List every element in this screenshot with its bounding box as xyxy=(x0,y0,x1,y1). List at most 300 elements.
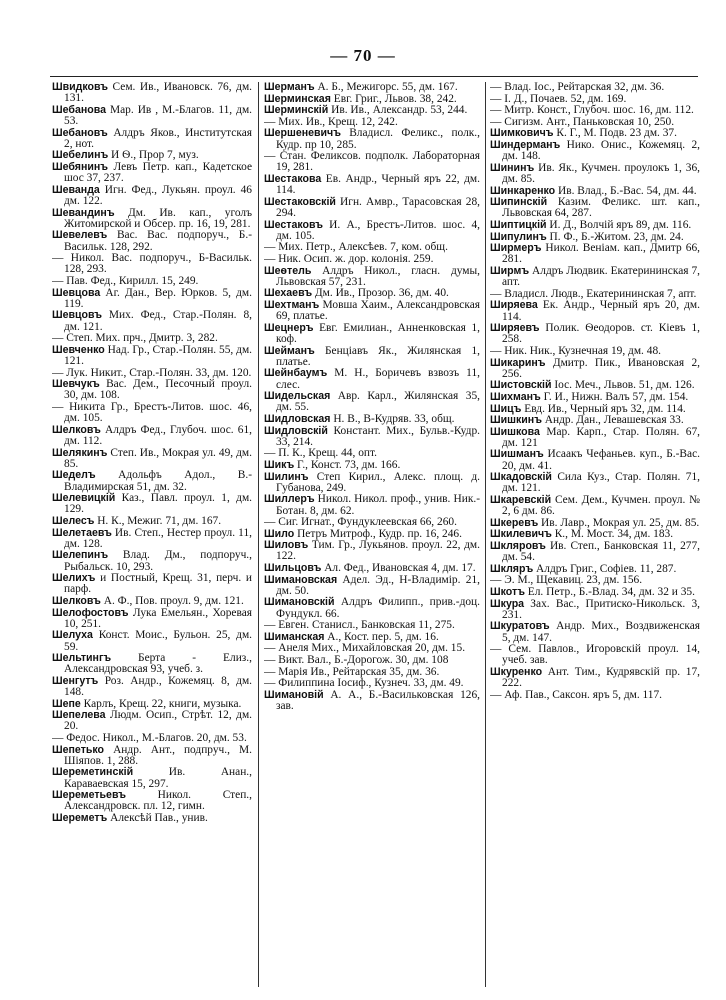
entry-details: — Филиппина Іосиф., Кузнеч. 33, дм. 49. xyxy=(264,677,464,690)
entry-details: — Аф. Пав., Саксон. яръ 5, дм. 117. xyxy=(490,688,663,701)
directory-entry xyxy=(264,414,480,425)
directory-entry xyxy=(52,733,252,744)
entry-details: Петръ Митроф., Кудр. пр. 16, 246. xyxy=(294,527,462,540)
directory-entry xyxy=(264,643,480,654)
directory-entry xyxy=(490,667,700,689)
entry-details: И Ѳ., Прор 7, муз. xyxy=(108,149,199,162)
directory-entry xyxy=(52,767,252,789)
entry-surname: Шининъ xyxy=(490,161,535,174)
directory-entry xyxy=(52,368,252,379)
entry-details: Андр. Мих., Воздвиженская 5, дм. 147. xyxy=(502,620,700,644)
directory-column-1 xyxy=(52,82,252,987)
entry-surname: Шереметинскій xyxy=(52,766,134,779)
entry-surname: Шепе xyxy=(52,697,81,710)
entry-details: — Степ. Мих. прч., Дмитр. 3, 282. xyxy=(52,332,218,345)
directory-entry xyxy=(490,82,700,93)
directory-entry xyxy=(490,186,700,197)
directory-entry xyxy=(52,310,252,332)
entry-details: Сем. Дем., Кучмен. проул. № 2, 6 дм. 86. xyxy=(502,494,700,518)
entry-details: — Сигизм. Ант., Паньковская 10, 250. xyxy=(490,115,675,128)
entry-details: Нико. Онис., Кожемяц. 2, дм. 148. xyxy=(502,138,700,163)
entry-details: Андр. Дан., Левашевская 33. xyxy=(541,414,684,427)
entry-details: Каз., Павл. проул. 1, дм. 129. xyxy=(64,492,252,516)
directory-entry xyxy=(490,346,700,357)
entry-details: Н. В., В-Кудряв. 33, общ. xyxy=(330,412,455,425)
entry-details: Мих. Фед., Стар.-Полян. 8, дм. 121. xyxy=(64,309,252,333)
directory-entry xyxy=(490,529,700,540)
entry-details: — Никол. Вас. подпоруч., Б-Васильк. 128, 293. xyxy=(52,252,252,276)
entry-surname: Шереметьевъ xyxy=(52,789,126,802)
entry-surname: Шерминскій xyxy=(264,104,329,117)
directory-entry xyxy=(264,517,480,528)
directory-entry xyxy=(490,690,700,701)
entry-details: М. Н., Боричевъ взвозъ 11, слес. xyxy=(276,367,480,391)
directory-entry xyxy=(490,266,700,288)
entry-details: и Постный, Крещ. 31, перч. и парф. xyxy=(64,572,252,596)
directory-entry xyxy=(264,391,480,413)
entry-surname: Шестаковскій xyxy=(264,195,336,208)
directory-entry xyxy=(264,151,480,173)
entry-details: Никол. Степ., Александровск. пл. 12, гимн. xyxy=(64,789,252,813)
entry-surname: Шкляровъ xyxy=(490,540,546,553)
directory-entry xyxy=(52,608,252,630)
entry-details: Конст. Моис., Бульон. 25, дм. 59. xyxy=(64,629,252,653)
entry-surname: Шейнбаумъ xyxy=(264,367,328,380)
directory-entry xyxy=(52,345,252,367)
entry-details: Ив. Ив., Александр. 53, 244. xyxy=(328,104,468,117)
directory-entry xyxy=(490,541,700,563)
entry-surname: Ширмъ xyxy=(490,264,530,277)
directory-entry xyxy=(490,197,700,219)
directory-entry xyxy=(490,587,700,598)
directory-entry xyxy=(264,620,480,631)
entry-details: Ел. Петр., Б.-Влад. 34, дм. 32 и 35. xyxy=(524,586,695,599)
entry-details: — Викт. Вал., Б.-Дорогож. 30, дм. 108 xyxy=(264,654,449,667)
entry-surname: Шицъ xyxy=(490,402,522,415)
entry-details: Дм. Ив. кап., уголъ Житомирской и Обсер. пр. 16, 19, 281. xyxy=(64,206,252,230)
entry-surname: Шерминская xyxy=(264,92,331,105)
directory-entry xyxy=(52,128,252,150)
entry-surname: Шипинскій xyxy=(490,196,548,209)
directory-entry xyxy=(490,575,700,586)
entry-surname: Шимановій xyxy=(264,688,324,701)
directory-entry xyxy=(264,597,480,619)
entry-surname: Шебанова xyxy=(52,103,106,116)
entry-surname: Шимановскій xyxy=(264,596,335,609)
entry-details: Авр. Карл., Жилянская 35, дм. 55. xyxy=(276,390,480,414)
entry-surname: Шелковъ xyxy=(52,594,101,607)
entry-surname: Шкеревъ xyxy=(490,516,539,529)
directory-entry xyxy=(52,653,252,675)
directory-entry xyxy=(264,667,480,678)
entry-details: А. Ф., Пов. проул. 9, дм. 121. xyxy=(100,594,244,607)
directory-entry xyxy=(52,676,252,698)
entry-surname: Шестаковъ xyxy=(264,218,323,231)
directory-entry xyxy=(264,448,480,459)
entry-details: Лука Емельян., Хоревая 10, 251. xyxy=(64,606,252,630)
directory-entry xyxy=(52,253,252,275)
entry-details: Владисл. Феликс., полк., Кудр. пр 10, 285. xyxy=(276,127,480,151)
directory-entry xyxy=(52,379,252,401)
entry-surname: Шишкова xyxy=(490,425,540,438)
directory-column-3 xyxy=(490,82,700,987)
entry-details: Бенціавъ Як., Жилянская 1, платье. xyxy=(276,344,480,368)
directory-entry xyxy=(52,162,252,184)
entry-details: Іос. Меч., Львов. 51, дм. 126. xyxy=(551,379,695,392)
directory-entry xyxy=(490,404,700,415)
entry-details: — Влад. Іос., Рейтарская 32, дм. 36. xyxy=(490,82,665,93)
entry-surname: Шимановская xyxy=(264,573,338,586)
entry-details: — Ник. Ник., Кузнечная 19, дм. 48. xyxy=(490,344,661,357)
entry-details: Никол. Веніам. кап., Дмитр 66, 281. xyxy=(502,242,700,266)
entry-details: Ек. Андр., Черный яръ 20, дм. 114. xyxy=(502,299,700,323)
entry-details: Андр. Ант., подпруч., М. Шіяпов. 1, 288. xyxy=(64,743,252,767)
directory-entry xyxy=(264,174,480,196)
entry-surname: Шебановъ xyxy=(52,126,108,139)
entry-details: — Мих. Петр., Алексѣев. 7, ком. общ. xyxy=(264,241,448,254)
directory-entry xyxy=(490,621,700,643)
entry-details: Вас. Дем., Песочный проул. 30, дм. 108. xyxy=(64,378,252,402)
entry-surname: Шелихъ xyxy=(52,572,96,585)
directory-entry xyxy=(264,82,480,93)
directory-entry xyxy=(264,368,480,390)
entry-details: Никол. Никол. проф., унив. Ник.-Ботан. 8, дм. 62. xyxy=(276,493,480,517)
entry-details: И. Д., Волчій яръ 89, дм. 116. xyxy=(546,218,692,231)
directory-entry xyxy=(264,266,480,288)
entry-surname: Шимковичъ xyxy=(490,127,554,140)
entry-details: Роз. Андр., Кожемяц. 8, дм. 148. xyxy=(64,674,252,699)
column-divider-1 xyxy=(258,82,259,987)
directory-entry xyxy=(52,790,252,812)
entry-details: — Никита Гр., Брестъ-Литов. шос. 46, дм. 105. xyxy=(52,400,252,425)
directory-entry xyxy=(52,745,252,767)
entry-details: Евг. Емилиан., Анненковская 1, коф. xyxy=(276,321,480,345)
entry-surname: Ширяевъ xyxy=(490,322,540,335)
entry-details: — Митр. Конст., Глубоч. шос. 16, дм. 112. xyxy=(490,104,694,117)
directory-entry xyxy=(264,346,480,368)
directory-entry xyxy=(52,596,252,607)
entry-surname: Шелесъ xyxy=(52,514,95,527)
directory-entry xyxy=(490,380,700,391)
directory-entry xyxy=(264,117,480,128)
entry-details: — Евген. Станисл., Банковская 11, 275. xyxy=(264,619,455,632)
entry-details: Карлъ, Крещ. 22, книги, музыка. xyxy=(80,697,242,710)
entry-details: Казим. Феликс. шт. кап., Львовская 64, 287. xyxy=(502,196,700,220)
entry-surname: Шидловская xyxy=(264,412,331,425)
directory-entry xyxy=(52,470,252,492)
entry-surname: Шехтманъ xyxy=(264,298,320,311)
entry-surname: Шихманъ xyxy=(490,390,541,403)
entry-details: Мовша Хаим., Александровская 69, платье. xyxy=(276,298,480,323)
entry-surname: Шиндерманъ xyxy=(490,138,561,151)
entry-surname: Шехаевъ xyxy=(264,287,313,300)
entry-details: Ив. Анан., Караваевская 15, 297. xyxy=(64,766,252,790)
entry-surname: Шиллеръ xyxy=(264,493,315,506)
entry-details: — Анеля Мих., Михайловская 20, дм. 15. xyxy=(264,642,466,655)
entry-details: — Стан. Феликсов. подполк. Лабораторная 19, 281. xyxy=(264,150,480,174)
directory-entry xyxy=(490,495,700,517)
directory-entry xyxy=(490,117,700,128)
entry-details: Алдръ Никол., гласн. думы, Львовская 57, 231. xyxy=(276,264,480,288)
directory-entry xyxy=(490,289,700,300)
directory-entry xyxy=(490,564,700,575)
entry-surname: Шереметъ xyxy=(52,812,108,825)
entry-details: Констант. Мих., Бульв.-Кудр. 33, 214. xyxy=(276,424,480,448)
directory-entry xyxy=(264,563,480,574)
entry-surname: Шеѳтель xyxy=(264,264,312,277)
entry-surname: Шепелева xyxy=(52,709,106,722)
entry-details: — Марія Ив., Рейтарская 35, дм. 36. xyxy=(264,665,440,678)
directory-entry xyxy=(490,518,700,529)
entry-surname: Шельтингъ xyxy=(52,652,112,665)
directory-entry xyxy=(490,163,700,185)
directory-entry xyxy=(490,644,700,666)
directory-entry xyxy=(264,220,480,242)
directory-column-2 xyxy=(264,82,480,987)
entry-surname: Шенгутъ xyxy=(52,674,99,687)
directory-entry xyxy=(490,392,700,403)
entry-details: Евг. Григ., Львов. 38, 242. xyxy=(330,92,457,105)
entry-details: Игн. Амвр., Тарасовская 28, 294. xyxy=(276,195,480,219)
directory-entry xyxy=(264,323,480,345)
directory-entry xyxy=(52,710,252,732)
entry-details: Евд. Ив., Черный яръ 32, дм. 114. xyxy=(521,402,686,415)
entry-details: П. Ф., Б.-Житом. 23, дм. 24. xyxy=(546,230,684,243)
entry-details: Ив. Влад., Б.-Вас. 54, дм. 44. xyxy=(555,184,697,197)
entry-details: Алексѣй Пав., унив. xyxy=(107,812,208,825)
entry-surname: Шейманъ xyxy=(264,344,315,357)
entry-surname: Шишманъ xyxy=(490,448,544,461)
entry-surname: Шидельская xyxy=(264,390,331,403)
entry-details: Алдръ Яков., Институтская 2, нот. xyxy=(64,126,252,150)
entry-details: — Сем. Павлов., Игоровскій проул. 14, учеб. зав. xyxy=(490,643,700,667)
entry-surname: Шевелевъ xyxy=(52,229,108,242)
entry-surname: Шевандинъ xyxy=(52,206,115,219)
entry-details: Над. Гр., Стар.-Полян. 55, дм. 121. xyxy=(64,343,252,367)
directory-entry xyxy=(264,540,480,562)
entry-details: — Владисл. Людв., Екатерининская 7, апт. xyxy=(490,287,697,300)
entry-details: — I. Д., Почаев. 52, дм. 169. xyxy=(490,92,627,105)
directory-entry xyxy=(490,415,700,426)
entry-details: Левъ Петр. кап., Кадетское шос 37, 237. xyxy=(64,160,252,185)
entry-surname: Шкуренко xyxy=(490,666,543,679)
directory-entry xyxy=(264,575,480,597)
entry-surname: Шевцовъ xyxy=(52,309,103,322)
entry-details: Зах. Вас., Притиско-Никольск. 3, 231. xyxy=(502,597,700,621)
entry-details: — Сиг. Игнат., Фундуклеевская 66, 260. xyxy=(264,516,457,529)
entry-details: Ив. Лавр., Мокрая ул. 25, дм. 85. xyxy=(538,516,700,529)
entry-details: — Э. М., Щекавиц. 23, дм. 156. xyxy=(490,574,643,587)
entry-surname: Шевченко xyxy=(52,343,105,356)
directory-entry xyxy=(490,323,700,345)
entry-details: К. Г., М. Подв. 23 дм. 37. xyxy=(553,127,677,140)
entry-details: Берта - Елиз., Александровская 93, учеб. з. xyxy=(64,652,252,676)
entry-details: И. А., Брестъ-Литов. шос. 4, дм. 105. xyxy=(276,218,480,242)
directory-entry xyxy=(264,655,480,666)
entry-surname: Шелевицкій xyxy=(52,492,116,505)
entry-surname: Шкадовскій xyxy=(490,471,552,484)
entry-details: Н. К., Межиг. 71, дм. 167. xyxy=(94,514,222,527)
entry-details: Мар. Ив , М.-Благов. 11, дм. 53. xyxy=(64,103,252,127)
entry-details: Степ. Ив., Мокрая ул. 49, дм. 85. xyxy=(64,446,252,470)
directory-entry xyxy=(264,197,480,219)
directory-entry xyxy=(264,678,480,689)
entry-details: Адел. Эд., Н-Владимір. 21, дм. 50. xyxy=(276,573,480,597)
entry-details: Исаакъ Чефаньев. куп., Б.-Вас. 20, дм. 41. xyxy=(502,448,700,472)
entry-surname: Шевцова xyxy=(52,286,101,299)
directory-entry xyxy=(52,550,252,572)
entry-surname: Шелофостовъ xyxy=(52,606,129,619)
entry-details: — Ник. Осип. ж. дор. колонія. 259. xyxy=(264,252,434,265)
entry-details: Адольфъ Адол., В.-Владимирская 51, дм. 32. xyxy=(64,469,252,493)
directory-entry xyxy=(52,425,252,447)
entry-details: Г. И., Нижн. Валъ 57, дм. 154. xyxy=(540,390,689,403)
entry-details: Алдръ Людвик. Екатерининская 7, апт. xyxy=(502,264,700,289)
directory-entry xyxy=(490,427,700,449)
directory-entry xyxy=(490,449,700,471)
directory-entry xyxy=(490,105,700,116)
directory-entry xyxy=(264,529,480,540)
entry-surname: Шильцовъ xyxy=(264,562,322,575)
directory-entry xyxy=(264,254,480,265)
entry-details: Влад. Дм., подпоруч., Рыбальск. 10, 293. xyxy=(64,549,252,573)
directory-entry xyxy=(52,402,252,424)
entry-details: Людм. Осип., Стрѣт. 12, дм. 20. xyxy=(64,709,252,733)
entry-details: Мар. Карп., Стар. Полян. 67, дм. 121 xyxy=(502,425,700,449)
directory-entry xyxy=(490,300,700,322)
entry-surname: Шелковъ xyxy=(52,423,101,436)
directory-entry xyxy=(52,208,252,230)
entry-details: Г., Конст. 73, дм. 166. xyxy=(294,458,401,471)
entry-details: — П. К., Крещ. 44, опт. xyxy=(264,447,377,460)
directory-entry xyxy=(52,813,252,824)
entry-surname: Шелякинъ xyxy=(52,446,108,459)
entry-details: Алдръ Филипп., прив.-доц. Фундукл. 66. xyxy=(276,596,480,620)
entry-details: Тим. Гр., Лукьянов. проул. 22, дм. 122. xyxy=(276,539,480,563)
directory-entry xyxy=(52,333,252,344)
directory-entry xyxy=(52,185,252,207)
entry-surname: Шебянинъ xyxy=(52,160,109,173)
entry-surname: Шиловъ xyxy=(264,539,309,552)
directory-entry xyxy=(490,94,700,105)
entry-surname: Шецнеръ xyxy=(264,321,314,334)
directory-entry xyxy=(52,82,252,104)
entry-details: Сем. Ив., Ивановск. 76, дм. 131. xyxy=(64,82,252,105)
entry-details: А., Кост. пер. 5, дм. 16. xyxy=(324,630,439,643)
entry-details: Аг. Дан., Вер. Юрков. 5, дм. 119. xyxy=(64,286,252,310)
entry-details: Ант. Тим., Кудрявскій пр. 17, 222. xyxy=(502,666,700,690)
directory-entry xyxy=(490,220,700,231)
entry-surname: Ширмеръ xyxy=(490,242,542,255)
entry-surname: Шевчукъ xyxy=(52,378,100,391)
entry-details: — Мих. Ив., Крещ. 12, 242. xyxy=(264,115,398,128)
directory-entry xyxy=(264,300,480,322)
entry-details: Дмитр. Пик., Ивановская 2, 256. xyxy=(502,356,700,380)
directory-entry xyxy=(52,230,252,252)
entry-surname: Шикъ xyxy=(264,458,295,471)
entry-details: Ив. Як., Кучмен. проулокъ 1, 36, дм. 85. xyxy=(502,161,700,185)
directory-entry xyxy=(52,516,252,527)
entry-details: Алдръ Фед., Глубоч. шос. 61, дм. 112. xyxy=(64,423,252,447)
directory-entry xyxy=(52,573,252,595)
directory-entry xyxy=(490,599,700,621)
directory-entry xyxy=(52,630,252,652)
entry-surname: Шикаринъ xyxy=(490,356,546,369)
directory-entry xyxy=(490,472,700,494)
entry-details: А. Б., Межигорс. 55, дм. 167. xyxy=(314,82,458,93)
entry-surname: Шиманская xyxy=(264,630,325,643)
entry-details: Ив. Степ., Банковская 11, 277, дм. 54. xyxy=(502,540,700,564)
page-number: — 70 — xyxy=(330,46,396,65)
entry-surname: Шелетаевъ xyxy=(52,526,112,539)
entry-details: Алдръ Григ., Софіев. 11, 287. xyxy=(533,562,677,575)
directory-entry xyxy=(264,288,480,299)
directory-entry xyxy=(490,243,700,265)
directory-entry xyxy=(52,528,252,550)
directory-entry xyxy=(52,105,252,127)
entry-surname: Шкотъ xyxy=(490,586,525,599)
entry-surname: Шеванда xyxy=(52,183,100,196)
directory-entry xyxy=(52,493,252,515)
entry-surname: Шебелинъ xyxy=(52,149,109,162)
entry-surname: Шило xyxy=(264,527,295,540)
directory-entry xyxy=(264,632,480,643)
entry-surname: Шкура xyxy=(490,597,525,610)
entry-surname: Шиптицкій xyxy=(490,218,547,231)
directory-entry xyxy=(264,94,480,105)
entry-surname: Шелуха xyxy=(52,629,93,642)
entry-surname: Шершеневичъ xyxy=(264,127,341,140)
entry-details: К., М. Мост. 34, дм. 183. xyxy=(551,528,674,541)
entry-surname: Шкаревскій xyxy=(490,494,552,507)
directory-entry xyxy=(52,150,252,161)
directory-entry xyxy=(264,460,480,471)
entry-details: Дм. Ив., Прозор. 36, дм. 40. xyxy=(312,287,449,300)
entry-surname: Шипулинъ xyxy=(490,230,547,243)
directory-entry xyxy=(490,358,700,380)
directory-entry xyxy=(264,242,480,253)
entry-details: — Лук. Никит., Стар.-Полян. 33, дм. 120. xyxy=(52,366,252,379)
entry-details: Полик. Ѳеодоров. ст. Кіевъ 1, 258. xyxy=(502,322,700,346)
entry-surname: Шепетько xyxy=(52,743,105,756)
column-divider-2 xyxy=(485,82,486,987)
entry-surname: Шишкинъ xyxy=(490,414,542,427)
entry-details: Степ Кирил., Алекс. площ. д. Губанова, 249. xyxy=(276,470,480,494)
directory-entry xyxy=(264,494,480,516)
entry-surname: Шкляръ xyxy=(490,562,534,575)
directory-entry xyxy=(490,128,700,139)
entry-surname: Шинкаренко xyxy=(490,184,556,197)
directory-entry xyxy=(490,140,700,162)
entry-details: Сила Куз., Стар. Полян. 71, дм. 121. xyxy=(502,471,700,495)
entry-surname: Швидковъ xyxy=(52,82,108,93)
directory-entry xyxy=(52,276,252,287)
directory-entry xyxy=(52,288,252,310)
directory-entry xyxy=(264,472,480,494)
directory-entry xyxy=(52,448,252,470)
directory-entry xyxy=(490,232,700,243)
entry-surname: Ширяева xyxy=(490,299,538,312)
directory-entry xyxy=(264,128,480,150)
page-header xyxy=(0,46,726,66)
directory-entry xyxy=(264,690,480,712)
entry-details: — Пав. Фед., Кирилл. 15, 249. xyxy=(52,274,199,287)
header-rule xyxy=(50,76,698,77)
entry-surname: Шестакова xyxy=(264,172,322,185)
entry-surname: Шидловскій xyxy=(264,424,328,437)
directory-entry xyxy=(52,699,252,710)
directory-entry xyxy=(264,105,480,116)
